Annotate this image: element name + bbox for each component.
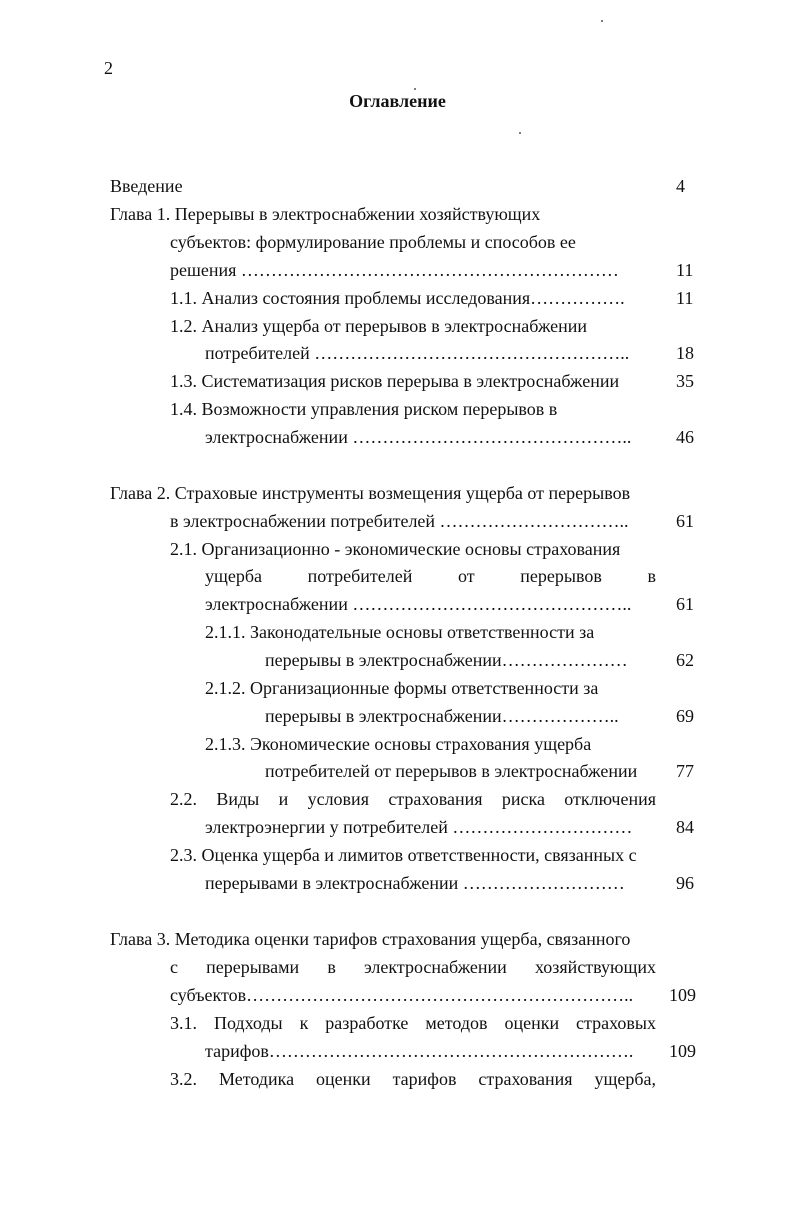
toc-section-1-4-line-1: 1.4. Возможности управления риском перерывов в [170, 399, 558, 419]
toc-section-2-2-line-1: 2.2. Виды и условия страхования риска отключения [170, 789, 656, 809]
toc-chapter-3-line-1: Глава 3. Методика оценки тарифов страхования ущерба, связанного [110, 929, 631, 949]
toc-page-3-1: 109 [669, 1041, 696, 1061]
toc-section-2-1-line-1: 2.1. Организационно - экономические основы страхования [170, 539, 621, 559]
toc-page-1-4: 46 [676, 427, 694, 447]
toc-section-2-1-1-line-1: 2.1.1. Законодательные основы ответственности за [205, 622, 595, 642]
toc-section-1-2-line-1: 1.2. Анализ ущерба от перерывов в электроснабжении [170, 316, 588, 336]
toc-page-1-2: 18 [676, 343, 694, 363]
toc-section-2-3-line-2: перерывами в электроснабжении ……………………… [205, 873, 625, 893]
toc-page-1-3: 35 [676, 371, 694, 391]
toc-page-2-1-3: 77 [676, 761, 694, 781]
toc-chapter-3-line-3: субъектов……………………………………………………….. [170, 985, 634, 1005]
page-number: 2 [104, 58, 113, 78]
toc-chapter-1-line-1: Глава 1. Перерывы в электроснабжении хозяйствующих [110, 204, 541, 224]
toc-section-2-1-3-line-2: потребителей от перерывов в электроснабжении [265, 761, 638, 781]
toc-chapter-2-line-2: в электроснабжении потребителей ………………………….. [170, 511, 629, 531]
toc-section-2-1-1-line-2: перерывы в электроснабжении………………… [265, 650, 628, 670]
toc-section-2-1-line-3: электроснабжении ……………………………………….. [205, 594, 632, 614]
toc-page-2-2: 84 [676, 817, 694, 837]
toc-page-chapter-3: 109 [669, 985, 696, 1005]
toc-section-2-1-2-line-2: перерывы в электроснабжении……………….. [265, 706, 619, 726]
toc-section-2-1-2-line-1: 2.1.2. Организационные формы ответственности за [205, 678, 599, 698]
toc-section-2-1-3-line-1: 2.1.3. Экономические основы страхования ущерба [205, 734, 592, 754]
toc-section-2-2-line-2: электроэнергии у потребителей ………………………… [205, 817, 633, 837]
toc-page-2-1-1: 62 [676, 650, 694, 670]
toc-page-chapter-1: 11 [676, 260, 694, 280]
toc-section-1-1: 1.1. Анализ состояния проблемы исследования……………. [170, 288, 625, 308]
toc-section-3-1-line-1: 3.1. Подходы к разработке методов оценки страховых [170, 1013, 656, 1033]
scan-speck [601, 20, 603, 22]
toc-section-2-3-line-1: 2.3. Оценка ущерба и лимитов ответственности, связанных с [170, 845, 637, 865]
toc-section-1-3: 1.3. Систематизация рисков перерыва в электроснабжении [170, 371, 620, 391]
toc-section-1-2-line-2: потребителей …………………………………………….. [205, 343, 630, 363]
toc-page-chapter-2: 61 [676, 511, 694, 531]
page-title: Оглавление [349, 91, 446, 111]
toc-chapter-2-line-1: Глава 2. Страховые инструменты возмещения ущерба от перерывов [110, 483, 631, 503]
toc-chapter-1-line-3: решения ……………………………………………………… [170, 260, 619, 280]
toc-chapter-3-line-2: с перерывами в электроснабжении хозяйствующих [170, 957, 656, 977]
toc-chapter-1-line-2: субъектов: формулирование проблемы и способов ее [170, 232, 576, 252]
scan-speck [414, 88, 416, 90]
toc-page-2-1-2: 69 [676, 706, 694, 726]
toc-section-3-2-line-1: 3.2. Методика оценки тарифов страхования ущерба, [170, 1069, 656, 1089]
toc-section-2-1-line-2: ущерба потребителей от перерывов в [205, 566, 656, 586]
toc-page-2-3: 96 [676, 873, 694, 893]
toc-section-1-4-line-2: электроснабжении ……………………………………….. [205, 427, 632, 447]
toc-section-3-1-line-2: тарифов……………………………………………………. [205, 1041, 634, 1061]
scan-speck [519, 132, 521, 134]
toc-page-2-1: 61 [676, 594, 694, 614]
toc-entry-intro: Введение [110, 176, 183, 196]
toc-page-intro: 4 [676, 176, 685, 196]
toc-page-1-1: 11 [676, 288, 694, 308]
